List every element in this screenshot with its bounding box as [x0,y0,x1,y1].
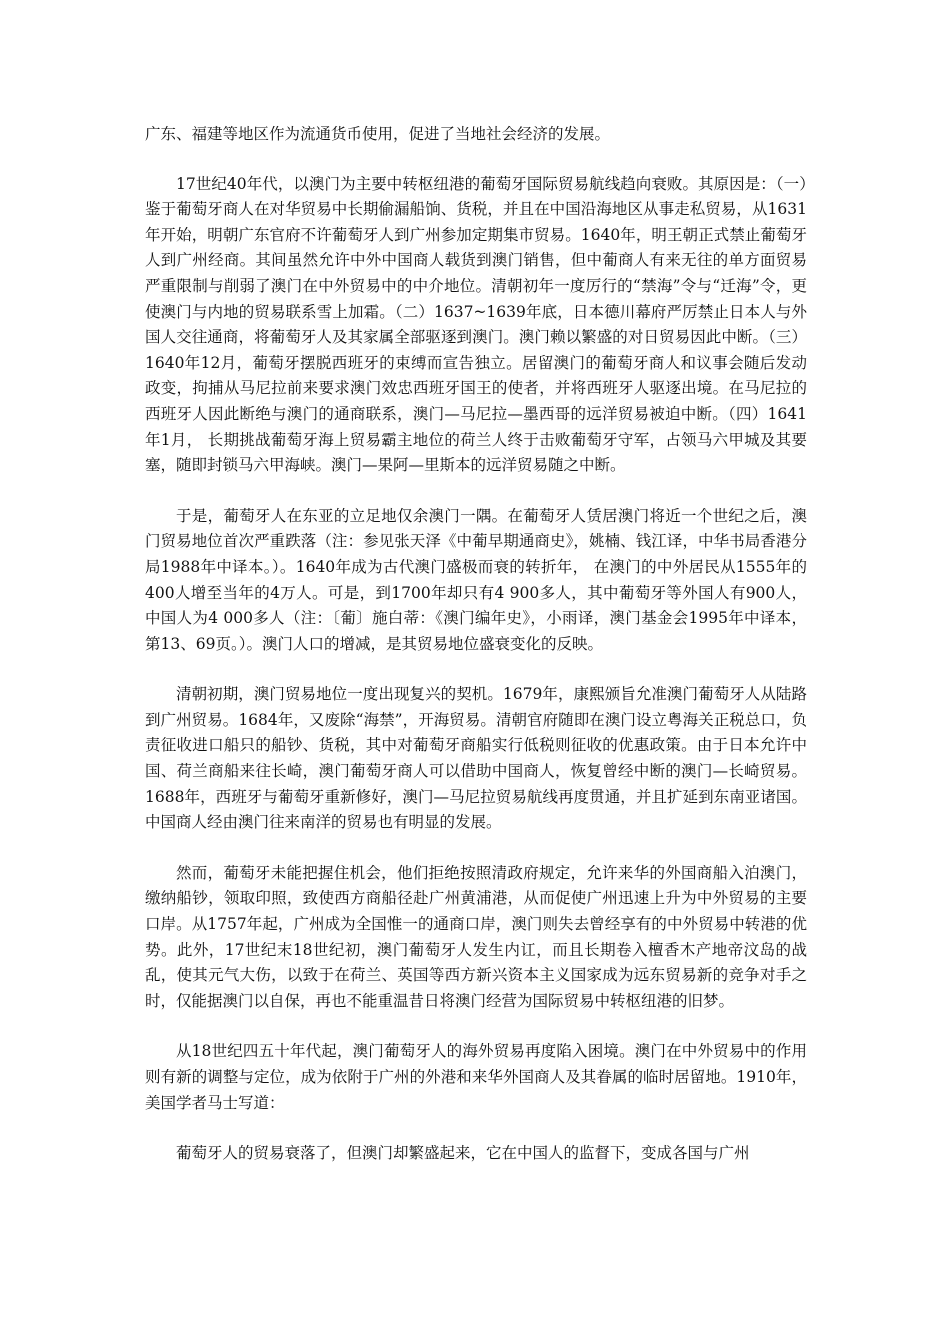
paragraph-first-decline: 于是，葡萄牙人在东亚的立足地仅余澳门一隅。在葡萄牙人赁居澳门将近一个世纪之后，澳门贸易地位首次严重跌落（注：参见张天泽《中葡早期通商史》，姚楠、钱江译，中华书局香港分局1988年中译本。）。1640年成为古代澳门盛极而衰的转折年， 在澳门的中外居民从1555年的400人增至当年的4万人。可是，到1700年却只有4 900多人，其中葡萄牙等外国人有900人，中国人为4 000多人（注：〔葡〕施白蒂：《澳门编年史》，小雨译，澳门基金会1995年中译本，第13、69页。）。澳门人口的增减，是其贸易地位盛衰变化的反映。 [145,506,807,653]
document-page [145,122,807,1192]
paragraph-18th-century: 从18世纪四五十年代起，澳门葡萄牙人的海外贸易再度陷入困境。澳门在中外贸易中的作用则有新的调整与定位，成为依附于广州的外港和来华外国商人及其眷属的临时居留地。1910年，美国学者马士写道： [145,1042,807,1112]
paragraph-decline-causes: 17世纪40年代，以澳门为主要中转枢纽港的葡萄牙国际贸易航线趋向衰败。其原因是：（一）鉴于葡萄牙商人在对华贸易中长期偷漏船饷、货税，并且在中国沿海地区从事走私贸易，从1631年开始，明朝广东官府不许葡萄牙人到广州参加定期集市贸易。1640年，明王朝正式禁止葡萄牙人到广州经商。其间虽然允许中外中国商人载货到澳门销售，但中葡商人有来无往的单方面贸易严重限制与削弱了澳门在中外贸易中的中介地位。清朝初年一度厉行的“禁海”令与“迁海”令，更使澳门与内地的贸易联系雪上加霜。（二）1637~1639年底，日本德川幕府严厉禁止日本人与外国人交往通商，将葡萄牙人及其家属全部驱逐到澳门。澳门赖以繁盛的对日贸易因此中断。（三）1640年12月，葡萄牙摆脱西班牙的束缚而宣告独立。居留澳门的葡萄牙商人和议事会随后发动政变，拘捕从马尼拉前来要求澳门效忠西班牙国王的使者，并将西班牙人驱逐出境。在马尼拉的西班牙人因此断绝与澳门的通商联系，澳门—马尼拉—墨西哥的远洋贸易被迫中断。（四）1641年1月， 长期挑战葡萄牙海上贸易霸主地位的荷兰人终于击败葡萄牙守军，占领马六甲城及其要塞，随即封锁马六甲海峡。澳门—果阿—里斯本的远洋贸易随之中断。 [145,174,807,475]
paragraph-missed-opportunity: 然而，葡萄牙未能把握住机会，他们拒绝按照清政府规定，允许来华的外国商船入泊澳门，缴纳船钞，领取印照，致使西方商船径赴广州黄浦港，从而促使广州迅速上升为中外贸易的主要口岸。从1757年起，广州成为全国惟一的通商口岸，澳门则失去曾经享有的中外贸易中转港的优势。此外，17世纪末18世纪初，澳门葡萄牙人发生内讧，而且长期卷入檀香木产地帝汶岛的战乱，使其元气大伤，以致于在荷兰、英国等西方新兴资本主义国家成为远东贸易新的竞争对手之时，仅能据澳门以自保，再也不能重温昔日将澳门经营为国际贸易中转枢纽港的旧梦。 [145,863,807,1010]
paragraph-qing-revival: 清朝初期，澳门贸易地位一度出现复兴的契机。1679年，康熙颁旨允准澳门葡萄牙人从陆路到广州贸易。1684年，又废除“海禁”，开海贸易。清朝官府随即在澳门设立粤海关正税总口，负责征收进口船只的船钞、货税，其中对葡萄牙商船实行低税则征收的优惠政策。由于日本允许中国、荷兰商船来往长崎，澳门葡萄牙商人可以借助中国商人，恢复曾经中断的澳门—长崎贸易。1688年，西班牙与葡萄牙重新修好，澳门—马尼拉贸易航线再度贯通，并且扩延到东南亚诸国。中国商人经由澳门往来南洋的贸易也有明显的发展。 [145,685,807,832]
paragraph-continuation: 广东、福建等地区作为流通货币使用，促进了当地社会经济的发展。 [145,125,611,143]
paragraph-quotation: 葡萄牙人的贸易衰落了，但澳门却繁盛起来，它在中国人的监督下，变成各国与广州 [176,1144,750,1163]
